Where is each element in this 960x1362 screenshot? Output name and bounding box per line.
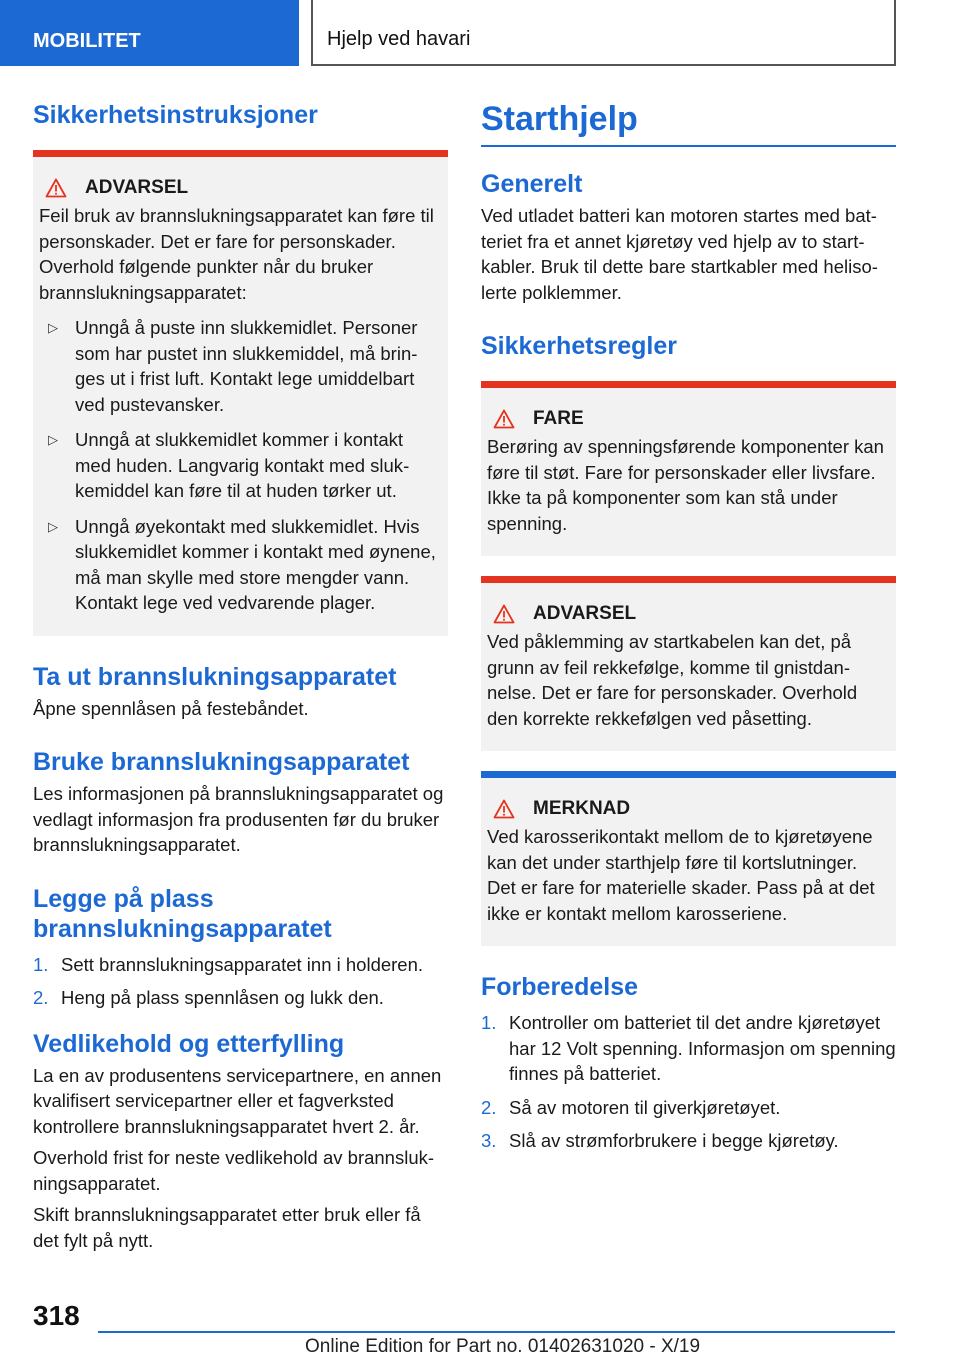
section-title-stow: Legge på plass brannslukningsapparatet [33, 884, 332, 943]
header-section: MOBILITET [0, 0, 299, 66]
footer-rule [98, 1331, 895, 1333]
prep-steps [481, 1010, 896, 1154]
list-item-text: Unngå å puste inn slukkemidlet. Personer som har pustet inn slukkemiddel, må bringes ut i frist luft. Kontakt lege umiddelbart ved pustevansker. [75, 317, 418, 415]
maintenance-text-3: Skift brannslukningsapparatet etter bruk eller få det fylt på nytt. [33, 1204, 421, 1251]
notice-text: Ved karosserikontakt mellom de to kjøretøyene kan det under starthjelp føre til kortslutninger. Det er fare for materielle skader. Pass på at det ikke er kontakt mellom karosseriene. [487, 826, 875, 924]
list-item-text: Unngå øyekontakt med slukkemidlet. Hvis slukkemidlet kommer i kontakt med øynene, må man skylle med store mengder vann. Kontakt lege ved vedvarende plager. [75, 515, 436, 613]
list-item [39, 514, 440, 616]
step-item [481, 1095, 896, 1121]
step-number: 1. [33, 953, 49, 975]
step-text: Kontroller om batteriet til det andre kjøretøyet har 12 Volt spenning. Informasjon om spenning finnes på batteriet. [509, 1012, 896, 1084]
danger-header [493, 408, 888, 430]
step-item [481, 1128, 896, 1154]
warning-text: Ved påklemming av startkabelen kan det, på grunn av feil rekkefølge, komme til gnistdannelse. Det er fare for personskader. Overhold den korrekte rekkefølgen ved påsetting. [487, 631, 858, 729]
step-item [33, 952, 448, 978]
notice-label: MERKNAD [533, 798, 631, 819]
triangle-bullet-icon: ▷ [48, 518, 58, 534]
step-number: 1. [481, 1012, 497, 1033]
prep-title: Forberedelse [481, 973, 639, 1001]
triangle-bullet-icon: ▷ [48, 432, 58, 447]
stow-steps [33, 952, 448, 1011]
page-number: 318 [33, 1300, 80, 1331]
rules-title: Sikkerhetsregler [481, 332, 677, 360]
warning-triangle-icon [493, 799, 515, 819]
danger-label: FARE [533, 408, 584, 429]
maintenance-text-2: Overhold frist for neste vedlikehold av brannslukningsapparatet. [33, 1147, 435, 1194]
warning-label: ADVARSEL [85, 177, 189, 198]
right-column [481, 96, 896, 1162]
danger-box [481, 381, 896, 556]
general-text: Ved utladet batteri kan motoren startes med batteriet fra et annet kjøretøy ved hjelp av to startkabler. Bruk til dette bare startkabler med helisolerte polklemmer. [481, 205, 878, 303]
step-number: 3. [481, 1130, 497, 1151]
warning-list [39, 315, 440, 616]
section-title-maintenance: Vedlikehold og etterfylling [33, 1029, 345, 1058]
triangle-bullet-icon: ▷ [48, 320, 58, 335]
warning-triangle-icon [45, 178, 67, 198]
warning-triangle-icon [493, 409, 515, 429]
header-chapter: Hjelp ved havari [311, 0, 896, 66]
section-text-remove: Åpne spennlåsen på festebåndet. [33, 697, 309, 719]
warning-triangle-icon [493, 604, 515, 624]
step-number: 2. [33, 987, 49, 1008]
step-number: 2. [481, 1096, 497, 1118]
section-text-use: Les informasjonen på brannslukningsapparatet og vedlagt informasjon fra produsenten før du bruker brannslukningsapparatet. [33, 783, 444, 855]
warning-label: ADVARSEL [533, 603, 637, 624]
safety-title: Sikkerhetsinstruksjoner [33, 101, 318, 129]
list-item [39, 427, 440, 504]
notice-header [493, 798, 888, 820]
notice-box [481, 771, 896, 946]
step-item [481, 1010, 896, 1087]
maintenance-text-1: La en av produsentens servicepartnere, en annen kvalifisert servicepartner eller et fagverksted kontrollere brannslukningsapparatet hvert 2. år. [33, 1064, 442, 1137]
list-item-text: Unngå at slukkemidlet kommer i kontakt med huden. Langvarig kontakt med slukkemiddel kan føre til at huden tørker ut. [75, 429, 410, 501]
warning-header [45, 177, 440, 199]
warning-intro: Feil bruk av brannslukningsapparatet kan føre til personskader. Det er fare for personskader. Overhold følgende punkter når du bruker brannslukningsapparatet: [39, 205, 434, 303]
jump-start-title: Starthjelp [481, 100, 896, 147]
section-title-remove: Ta ut brannslukningsapparatet [33, 662, 397, 691]
section-title-use: Bruke brannslukningsapparatet [33, 748, 410, 776]
list-item [39, 315, 440, 417]
step-text: Sett brannslukningsapparatet inn i holderen. [61, 953, 424, 975]
warning-header [493, 603, 888, 625]
footer-edition: Online Edition for Part no. 01402631020 - X/19 [305, 1336, 701, 1357]
danger-text: Berøring av spenningsførende komponenter kan føre til støt. Fare for personskader eller livsfare. Ikke ta på komponenter som kan stå under spenning. [487, 436, 884, 534]
step-text: Så av motoren til giverkjøretøyet. [509, 1096, 781, 1118]
warning-box [481, 576, 896, 751]
left-column [33, 96, 448, 1253]
step-text: Slå av strømforbrukere i begge kjøretøy. [509, 1130, 839, 1151]
warning-box [33, 150, 448, 636]
general-title: Generelt [481, 170, 583, 198]
step-item [33, 985, 448, 1011]
step-text: Heng på plass spennlåsen og lukk den. [61, 987, 384, 1008]
